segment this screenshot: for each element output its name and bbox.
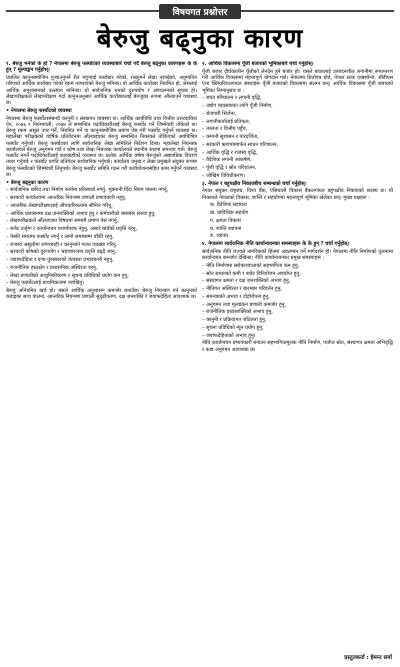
subheading-causes: • बेरुजु बढ्नुका कारण <box>6 179 49 186</box>
list-item: – अनुगमन तथा मूल्यांकन प्रणाली कमजोर हुनु, <box>202 302 393 308</box>
section-tag: विषयगत प्रश्नोत्तर <box>159 4 242 19</box>
list-item: – आर्थिक प्रशासनमा दक्ष जनशक्तिको अभाव हुनु र कर्मचारीको बारम्बार सरुवा हुनु, <box>6 211 197 217</box>
list-item: – जवाफदेहिता र दण्ड-पुरस्कारको व्यवस्था प्रभावकारी नहुनु, <box>6 257 197 263</box>
list-item: – पेस्की समयमा फर्स्योट नगर्नु र लामो समयसम्म बाँकी रहनु, <box>6 234 197 240</box>
list-item: – जोखिम विविधीकरण। <box>202 173 393 179</box>
list-item: – तरलता र वित्तीय पहुँच, <box>202 126 393 132</box>
list-item: – लेखापरीक्षकले औंल्याएका विषयमा समयमै प्रमाण पेस नगर्नु, <box>6 218 197 224</box>
list-item: – आर्थिक वृद्धि र राजस्व वृद्धि, <box>202 150 393 156</box>
right-column <box>202 61 393 646</box>
left-column <box>6 61 197 646</box>
causes-list <box>6 187 197 286</box>
list-item: ङ. व्यापार <box>210 233 229 240</box>
bodies-list <box>202 202 393 239</box>
list-item: – संस्थागत क्षमता र दक्ष जनशक्तिको अभाव हुनु, <box>202 278 393 284</box>
list-item: – स्रोत साधनको कमी र बजेट विनियोजन अपर्याप्त हुनु, <box>202 271 393 277</box>
section-header <box>6 3 394 19</box>
answer-4-closing: नीति कार्यान्वयन प्रभावकारी बनाउन सहभागितामूलक नीति निर्माण, पर्याप्त स्रोत, संस्थागत क्षमता अभिवृद्धि र कडा अनुगमन आवश्यक छ। <box>202 340 393 353</box>
list-item: – बजेट तर्जुमा र कार्यान्वयन यथार्थपरक नहुनु, असारे खर्चको प्रवृत्ति रहनु, <box>6 226 197 232</box>
question-2: २. आर्थिक विकासमा पूँजी बजारको भूमिकाबारे चर्चा गर्नुहोस्। <box>202 61 314 67</box>
list-item: – सार्वजनिक खरिद तथा निर्माण कार्यमा प्रतिस्पर्धा नगर्नु, भुक्तानी दिँदा नियम पालना नगर्नु, <box>6 187 197 193</box>
list-item: ख. प्राविधिक सहयोग <box>210 210 249 216</box>
answer-4-text: सार्वजनिक नीति राज्यले नागरिकको हितमा अवलम्बन गर्ने मार्गदर्शन हो। नेपालमा नीति निर्माणको तुलनामा कार्यान्वयन कमजोर देखिन्छ। नीति कार्यान्वयनका प्रमुख समस्याहरू : <box>202 248 393 261</box>
list-item: – नीति निर्माणमा सरोकारवालाको सहभागिता कम हुनु, <box>202 263 393 269</box>
list-item: – राजनीतिक हस्तक्षेप र प्रशासनिक अस्थिरता रहनु, <box>6 265 197 271</box>
list-item: – सरकारी कार्यालयमा आन्तरिक नियन्त्रण प्रणाली प्रभावकारी नहुनु, <box>6 195 197 201</box>
author-credit: प्रस्तुतकर्ता : हेमन्त सर्मा <box>344 655 392 661</box>
list-item: – राजनीतिक इच्छाशक्तिको अभाव हुनु, <box>202 309 393 315</box>
list-item: – जवाफदेहिताको अभाव हुनु। <box>202 333 393 339</box>
list-item: – सरकारी कोषको दुरुपयोग र भ्रष्टाचारजन्य प्रवृत्ति बढ्दै जानु, <box>6 249 197 255</box>
list-item: – लेखा प्रणालीको आधुनिकीकरण र सूचना प्रविधिको प्रयोग कम हुनु, <box>6 273 197 279</box>
answer-1-intro: प्रचलित कानुनबमोजिम पुऱ्याउनुपर्ने रीत नपुऱ्याई कारोबार गरेको, राख्नुपर्ने लेखा नराखेको, अनुमानित गरिएको आर्थिक कारोबार गरेको रकम नजनाएको बेरुजु भनिन्छ। यो आर्थिक कारोबार नियमित हो, जसलाई आर्थिक अनुशासनको उल्लंघन मानिन्छ। यो सार्वजनिक धनको दुरुपयोग र अपचलनको सूचक हो। लेखापरीक्षकले लेखापरीक्षण गर्दा कानुनअनुसार आर्थिक कारोबारलाई बेरुजुका रूपमा औंल्याउने व्यवस्था छ। <box>6 75 197 106</box>
headline: बेरुजु बढ्नुका कारण <box>96 24 304 54</box>
subheading-settlement: • नेपालमा बेरुजु फर्स्योटको व्यवस्था <box>6 107 72 114</box>
list-item: – वैदेशिक लगानी आकर्षण, <box>202 157 393 163</box>
list-item: – सरकारी ऋणपत्रमार्फत साधन परिचालन, <box>202 142 393 148</box>
question-1: १. बेरुजु भनेको के हो ? नेपालमा बेरुजु फर्स्योटको व्यवस्थाबारे चर्चा गर्दै बेरुजु बढ्नुका कारणहरू के के हुन् ? मूल्याङ्कन गर्नुहोस्। <box>6 61 197 74</box>
problems-list <box>202 263 393 339</box>
list-item: – समन्वयको अभाव र दोहोरोपना हुनु, <box>202 294 393 300</box>
article-columns <box>6 61 394 646</box>
list-item: – कानुनी र प्रक्रियागत जटिलता हुनु, <box>202 317 393 323</box>
answer-2-text: पूँजी बजार दीर्घकालीन पूँजीको लेनदेन हुने बजार हो। यसले बचतलाई उत्पादनशील लगानीमा रूपान्तरण गरी आर्थिक विकासमा महत्त्वपूर्ण योगदान गर्छ। नेपालमा धितोपत्र बोर्ड, नेपाल स्टक एक्सचेन्ज, सीडीएस एन्ड क्लियरिङलगायत संस्थाहरू पूँजी बजारको विकासमा संलग्न छन्। आर्थिक विकासमा पूँजी बजारको भूमिका निम्नानुसार छ : <box>202 68 393 94</box>
list-item: – रोजगारी सिर्जना, <box>202 111 393 117</box>
list-item: घ. शान्ति स्थापना <box>210 225 242 232</box>
list-item: – बचत परिचालन र लगानी वृद्धि, <box>202 95 393 101</box>
list-item: – सूचना प्रविधिको न्यून प्रयोग हुनु, <box>202 325 393 331</box>
answer-1-closing: बेरुजु अनियमित खर्च हो। यसले आर्थिक अनुशासन कमजोर बनाउँछ। बेरुजु नियन्त्रण गर्न कानुनको कडाइका साथ पालना, आन्तरिक नियन्त्रण प्रणाली सुदृढीकरण, दक्ष जनशक्ति र जवाफदेहिता आवश्यक छ। <box>6 288 197 301</box>
list-item: ग. क्षमता विकास <box>210 217 241 224</box>
list-item: – आन्तरिक लेखापरीक्षणलाई औपचारिकतामा सीमित गरिनु, <box>6 203 197 209</box>
list-item: – उद्योग व्यवसायका लागि पूँजी निर्माण, <box>202 103 393 109</box>
question-4: ४. नेपालमा सार्वजनिक नीति कार्यान्वयनका समस्याहरू के के हुन् ? चर्चा गर्नुहोस्। <box>202 241 350 247</box>
list-item: – कम्पनी सुशासन र पारदर्शिता, <box>202 134 393 140</box>
list-item: – राजस्व असुलीमा लापरबाही र कानुनको गलत व्याख्या गरिनु, <box>6 242 197 248</box>
list-item: – बेरुजु फर्स्योटलाई प्राथमिकतामा नराखिनु। <box>6 280 197 286</box>
settlement-text: नेपालमा बेरुजु फर्स्योटसम्बन्धी कानुनी र संस्थागत व्यवस्था छ। आर्थिक कार्यविधि तथा वित्तीय उत्तरदायित्व ऐन, २०७६ र नियमावली, २०७७ ले सम्बन्धित पदाधिकारीलाई बेरुजु फर्स्योट गर्ने जिम्मेवारी तोकेको छ। बेरुजु रकम असुल उपर गर्ने, नियमित गर्ने वा कानुनबमोजिम प्रमाण पेस गरी फर्स्योट गर्नुपर्ने व्यवस्था छ। महालेखा परीक्षकको वार्षिक प्रतिवेदनमा औंल्याइएका बेरुजु सम्बन्धित निकायले तोकिएको अवधिभित्र फर्स्योट गर्नुपर्छ। बेरुजु फर्स्योटका लागि सार्वजनिक लेखा समितिले निर्देशन दिन्छ। महालेखा नियन्त्रक कार्यालयले बेरुजु अनुगमन गर्छ र कोष तथा लेखा नियन्त्रक कार्यालयले स्थानीय स्तरमा समन्वय गर्छ। बेरुजु फर्स्योट नगर्ने पदाधिकारीलाई कारबाहीको व्यवस्था छ। प्रत्येक आर्थिक वर्षमा बेरुजुको अद्यावधिक विवरण तयार गर्नुपर्छ र फर्स्योट प्रगति प्रतिवेदन सार्वजनिक गर्नुपर्छ। कार्यालय प्रमुख र लेखा प्रमुखले संयुक्त रूपमा बेरुजु फर्स्योटको जिम्मेवारी लिनुपर्छ। बेरुजु फर्स्योट समिति गठन गरी कार्ययोजनासहित काम गर्नुपर्ने व्यवस्था छ। <box>6 115 197 178</box>
question-3: ३. नेपाल र बहुपक्षीय निकायबीच सम्बन्धको चर्चा गर्नुहोस्। <box>202 180 307 187</box>
list-item: क. वैदेशिक सहायता <box>210 202 247 209</box>
roles-list <box>202 95 393 179</box>
list-item: – नीतिगत अस्थिरता र बारम्बार परिवर्तन हुनु, <box>202 286 393 292</box>
list-item: – लगानीकर्तालाई प्रतिफल, <box>202 119 393 125</box>
list-item: – पूँजी वृद्धि र स्रोत परिचालन, <box>202 165 393 171</box>
answer-3-text: नेपाल संयुक्त राष्ट्रसंघ, विश्व बैंक, एसियाली विकास बैंकलगायत बहुपक्षीय निकायको सदस्य छ। यी निकायले नेपालको विकास, शान्ति र सहयोगमा महत्त्वपूर्ण भूमिका खेलेका छन्। मुख्य पक्षहरू : <box>202 188 393 201</box>
